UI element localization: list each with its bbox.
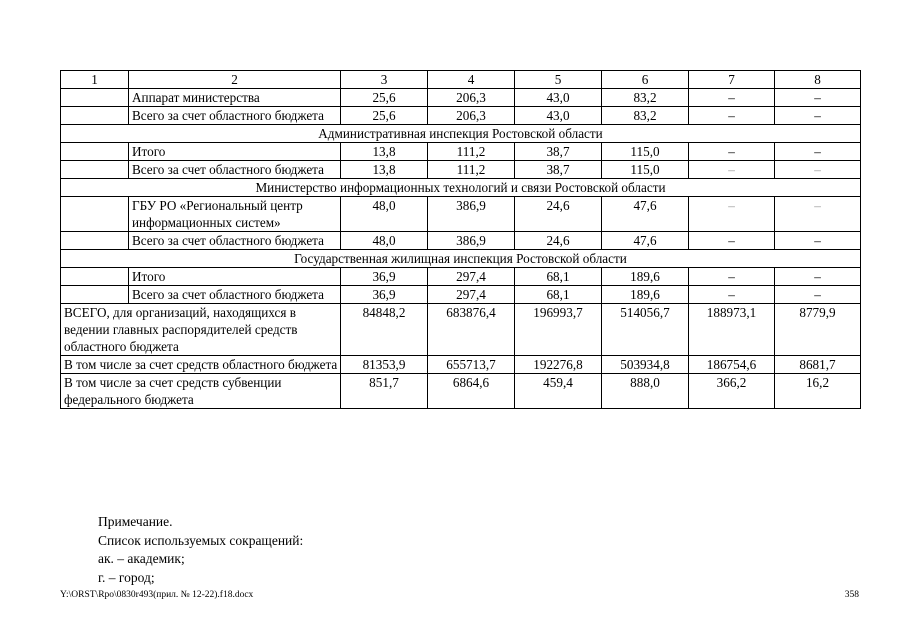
row-number-cell <box>61 107 129 125</box>
value-cell: – <box>689 89 775 107</box>
row-label-cell: Итого <box>129 143 341 161</box>
total-label: ВСЕГО, для организаций, находящихся в ведении главных распорядителей средств областного бюджета <box>61 304 341 356</box>
budget-table <box>60 70 861 409</box>
value-cell: 83,2 <box>602 107 689 125</box>
value-cell: – <box>689 143 775 161</box>
column-number-4: 4 <box>428 71 515 89</box>
section-header-row <box>61 125 861 143</box>
row-number-cell <box>61 268 129 286</box>
value-cell: 189,6 <box>602 268 689 286</box>
row-number-cell <box>61 286 129 304</box>
value-cell: 386,9 <box>428 232 515 250</box>
total-value-cell: 851,7 <box>341 374 428 409</box>
total-row <box>61 356 861 374</box>
notes-section <box>98 513 303 587</box>
value-cell: – <box>775 161 861 179</box>
column-number-3: 3 <box>341 71 428 89</box>
total-value-cell: 6864,6 <box>428 374 515 409</box>
notes-item: ак. – академик; <box>98 551 185 566</box>
column-number-1: 1 <box>61 71 129 89</box>
column-number-7: 7 <box>689 71 775 89</box>
total-value-cell: 196993,7 <box>515 304 602 356</box>
value-cell: 36,9 <box>341 268 428 286</box>
value-cell: 47,6 <box>602 197 689 232</box>
value-cell: – <box>689 161 775 179</box>
value-cell: 47,6 <box>602 232 689 250</box>
value-cell: – <box>775 197 861 232</box>
total-label: В том числе за счет средств областного бюджета <box>61 356 341 374</box>
value-cell: 115,0 <box>602 161 689 179</box>
total-value-cell: 503934,8 <box>602 356 689 374</box>
value-cell: 24,6 <box>515 197 602 232</box>
value-cell: – <box>775 107 861 125</box>
table-row <box>61 232 861 250</box>
row-number-cell <box>61 89 129 107</box>
table-row <box>61 161 861 179</box>
row-label-cell: Аппарат министерства <box>129 89 341 107</box>
value-cell: – <box>689 197 775 232</box>
value-cell: 43,0 <box>515 107 602 125</box>
value-cell: 68,1 <box>515 286 602 304</box>
value-cell: 206,3 <box>428 107 515 125</box>
row-label-cell: Итого <box>129 268 341 286</box>
value-cell: 36,9 <box>341 286 428 304</box>
notes-subtitle: Список используемых сокращений: <box>98 532 304 548</box>
table-row <box>61 197 861 232</box>
value-cell: 206,3 <box>428 89 515 107</box>
row-label-cell: Всего за счет областного бюджета <box>129 107 341 125</box>
section-title: Государственная жилищная инспекция Ростовской области <box>61 250 861 268</box>
table-row <box>61 268 861 286</box>
total-value-cell: 192276,8 <box>515 356 602 374</box>
table-body <box>61 71 861 409</box>
row-number-cell <box>61 161 129 179</box>
column-number-5: 5 <box>515 71 602 89</box>
table-row <box>61 143 861 161</box>
value-cell: 24,6 <box>515 232 602 250</box>
value-cell: 48,0 <box>341 197 428 232</box>
total-value-cell: 186754,6 <box>689 356 775 374</box>
value-cell: 297,4 <box>428 286 515 304</box>
value-cell: 111,2 <box>428 143 515 161</box>
footer-file-path: Y:\ORST\Rpo\0830r493(прил. № 12-22).f18.docx <box>60 590 254 600</box>
total-value-cell: 888,0 <box>602 374 689 409</box>
total-value-cell: 8681,7 <box>775 356 861 374</box>
section-header-row <box>61 179 861 197</box>
row-label-cell: Всего за счет областного бюджета <box>129 286 341 304</box>
table-row <box>61 89 861 107</box>
value-cell: 111,2 <box>428 161 515 179</box>
row-label-cell: Всего за счет областного бюджета <box>129 232 341 250</box>
value-cell: – <box>775 286 861 304</box>
row-label-cell: Всего за счет областного бюджета <box>129 161 341 179</box>
total-value-cell: 84848,2 <box>341 304 428 356</box>
table-header-row <box>61 71 861 89</box>
total-value-cell: 655713,7 <box>428 356 515 374</box>
footer-page-number: 358 <box>844 590 859 600</box>
row-number-cell <box>61 143 129 161</box>
value-cell: – <box>775 143 861 161</box>
total-row <box>61 374 861 409</box>
column-number-8: 8 <box>775 71 861 89</box>
value-cell: 25,6 <box>341 107 428 125</box>
total-label: В том числе за счет средств субвенции федерального бюджета <box>61 374 341 409</box>
value-cell: 38,7 <box>515 143 602 161</box>
value-cell: 13,8 <box>341 143 428 161</box>
total-row <box>61 304 861 356</box>
total-value-cell: 683876,4 <box>428 304 515 356</box>
value-cell: 38,7 <box>515 161 602 179</box>
value-cell: – <box>775 89 861 107</box>
notes-item: г. – город; <box>98 569 155 585</box>
value-cell: – <box>689 286 775 304</box>
total-value-cell: 188973,1 <box>689 304 775 356</box>
value-cell: 83,2 <box>602 89 689 107</box>
value-cell: – <box>689 107 775 125</box>
row-number-cell <box>61 197 129 232</box>
value-cell: 297,4 <box>428 268 515 286</box>
column-number-6: 6 <box>602 71 689 89</box>
column-number-2: 2 <box>129 71 341 89</box>
value-cell: 43,0 <box>515 89 602 107</box>
value-cell: 189,6 <box>602 286 689 304</box>
notes-title: Примечание. <box>98 514 173 529</box>
value-cell: 48,0 <box>341 232 428 250</box>
total-value-cell: 81353,9 <box>341 356 428 374</box>
total-value-cell: 8779,9 <box>775 304 861 356</box>
value-cell: 115,0 <box>602 143 689 161</box>
table-row <box>61 286 861 304</box>
section-header-row <box>61 250 861 268</box>
section-title: Административная инспекция Ростовской области <box>61 125 861 143</box>
value-cell: – <box>775 268 861 286</box>
section-title: Министерство информационных технологий и связи Ростовской области <box>61 179 861 197</box>
total-value-cell: 366,2 <box>689 374 775 409</box>
value-cell: 25,6 <box>341 89 428 107</box>
total-value-cell: 514056,7 <box>602 304 689 356</box>
row-label-cell: ГБУ РО «Региональный центр информационных систем» <box>129 197 341 232</box>
table-row <box>61 107 861 125</box>
total-value-cell: 459,4 <box>515 374 602 409</box>
total-value-cell: 16,2 <box>775 374 861 409</box>
value-cell: – <box>775 232 861 250</box>
row-number-cell <box>61 232 129 250</box>
value-cell: – <box>689 268 775 286</box>
value-cell: 68,1 <box>515 268 602 286</box>
value-cell: 13,8 <box>341 161 428 179</box>
value-cell: 386,9 <box>428 197 515 232</box>
value-cell: – <box>689 232 775 250</box>
